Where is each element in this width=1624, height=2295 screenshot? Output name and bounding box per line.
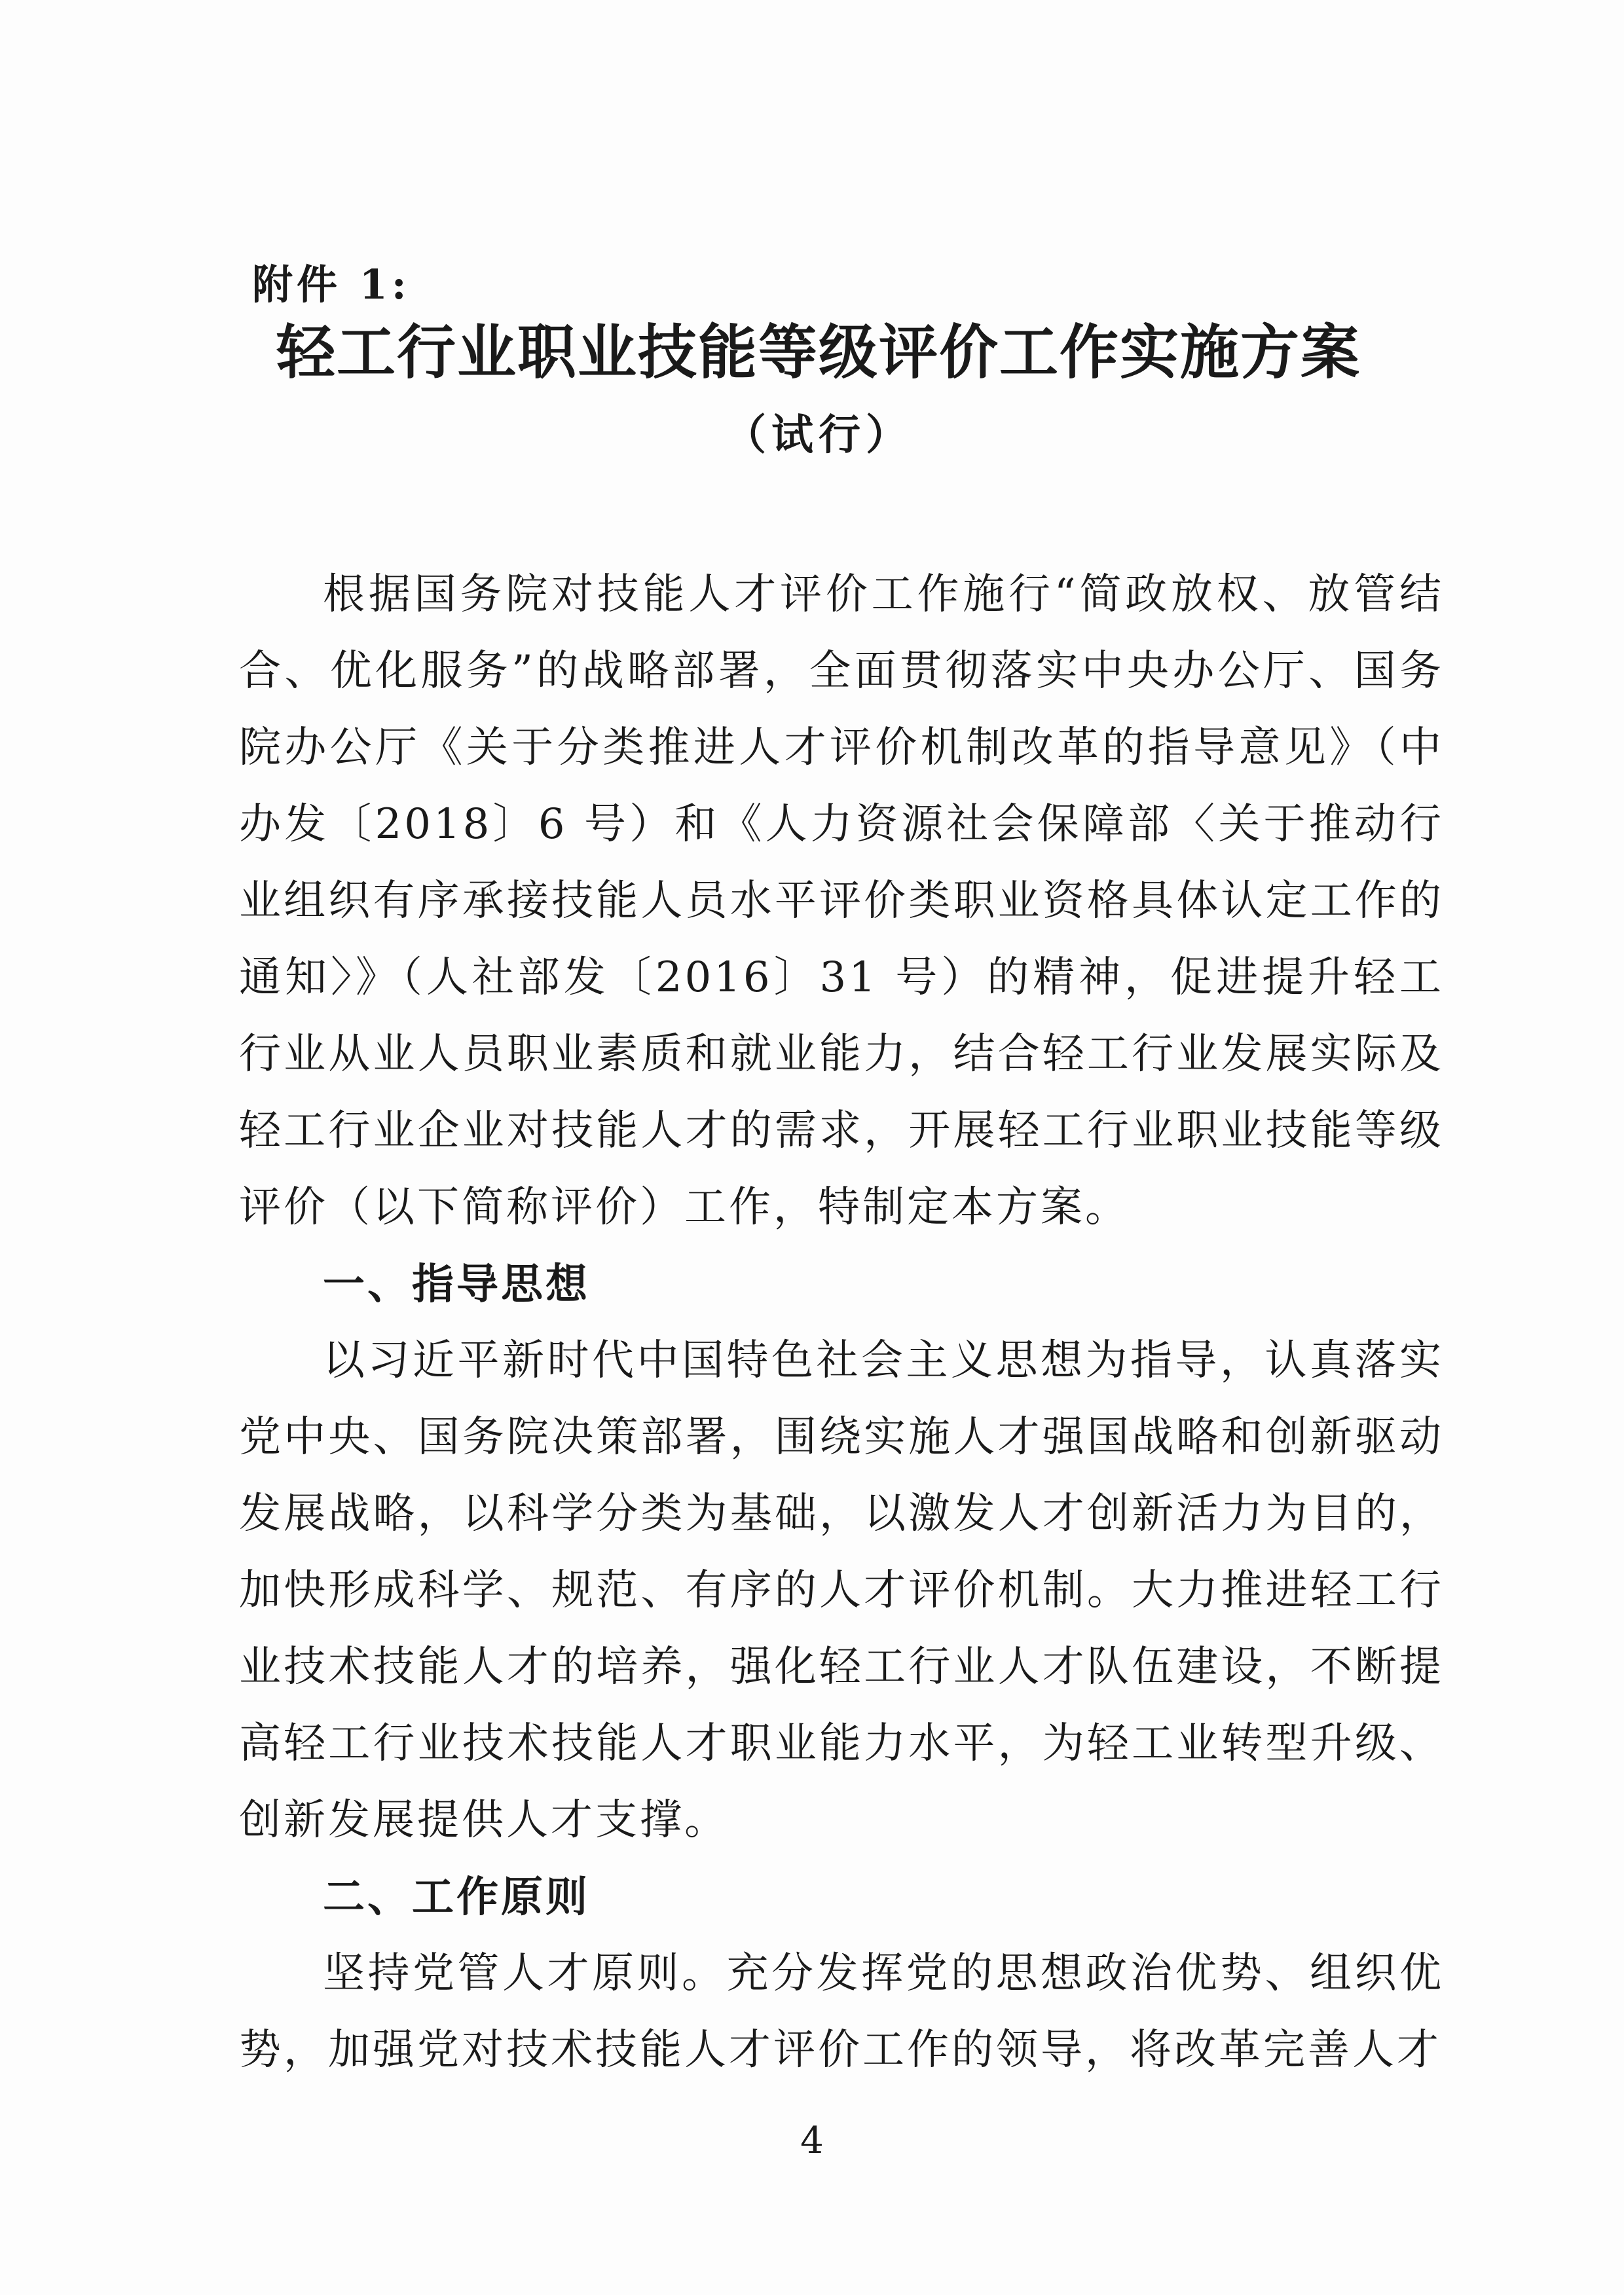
section-heading-work-principles: 二、工作原则 — [323, 1873, 590, 1922]
intro-paragraph: 根据国务院对技能人才评价工作施行“简政放权、放管结合、优化服务”的战略部署，全面贯彻落实中央办公厅、国务院办公厅《关于分类推进人才评价机制改革的指导意见》（中办发〔2018〕6 号）和《人力资源社会保障部〈关于推动行业组织有序承接技能人员水平评价类职业资格具体认定工作的通知〉》（人社部发〔2016〕31 号）的精神，促进提升轻工行业从业人员职业素质和就业能力，结合轻工行业发展实际及轻工行业企业对技能人才的需求，开展轻工行业职业技能等级评价（以下简称评价）工作，特制定本方案。 — [239, 570, 1444, 1232]
document-subtitle: （试行） — [724, 411, 913, 460]
guiding-thought-paragraph: 以习近平新时代中国特色社会主义思想为指导，认真落实党中央、国务院决策部署，围绕实施人才强国战略和创新驱动发展战略，以科学分类为基础，以激发人才创新活力为目的，加快形成科学、规范、有序的人才评价机制。大力推进轻工行业技术技能人才的培养，强化轻工行业人才队伍建设，不断提高轻工行业技术技能人才职业能力水平，为轻工业转型升级、创新发展提供人才支撑。 — [239, 1336, 1444, 1845]
document-body — [239, 557, 1444, 2089]
work-principles-paragraph: 坚持党管人才原则。充分发挥党的思想政治优势、组织优势，加强党对技术技能人才评价工作的领导，将改革完善人才 — [239, 1949, 1444, 2074]
section-heading-guiding-thought: 一、指导思想 — [323, 1260, 590, 1309]
attachment-label: 附件 1: — [252, 261, 411, 308]
page-number: 4 — [800, 2120, 824, 2162]
document-title: 轻工行业职业技能等级评价工作实施方案 — [276, 318, 1361, 387]
